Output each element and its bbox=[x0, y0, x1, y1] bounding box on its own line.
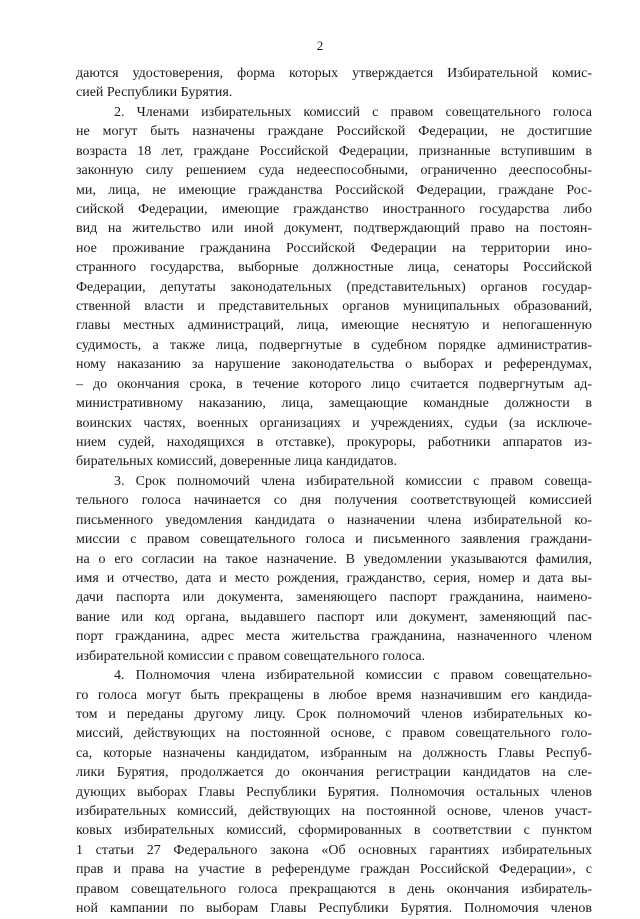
text-line: сией Республики Бурятия. bbox=[76, 85, 233, 101]
text-line: даются удостоверения, форма которых утверждается Избирательной комис- bbox=[76, 66, 592, 81]
text-line: законную силу решением суда недееспособными, ограниченно дееспособны- bbox=[76, 163, 592, 179]
text-line: ное проживание гражданина Российской Федерации на территории ино- bbox=[76, 240, 592, 256]
text-line: вание или код органа, выдавшего паспорт или документ, заменяющий пас- bbox=[76, 609, 592, 625]
text-line: го голоса могут быть прекращены в любое время назначившим его кандида- bbox=[76, 687, 592, 703]
text-line: бирательных комиссий, доверенные лица кандидатов. bbox=[76, 454, 397, 470]
text-line: Федерации, депутаты законодательных (представительных) органов государ- bbox=[76, 279, 592, 295]
text-line: избирательных комиссий, действующих на постоянной основе, членов участ- bbox=[76, 804, 592, 820]
text-line: возраста 18 лет, граждане Российской Федерации, признанные вступившим в bbox=[76, 143, 592, 159]
text-line: ной кампании по выборам Главы Республики Бурятия. Полномочия членов bbox=[76, 901, 592, 917]
text-line: ковых избирательных комиссий, сформированных в соответствии с пунктом bbox=[76, 823, 592, 839]
text-line: дачи паспорта или документа, заменяющего паспорт гражданина, наимено- bbox=[76, 590, 592, 606]
text-line: порт гражданина, адрес места жительства гражданина, назначенного членом bbox=[76, 629, 592, 645]
text-line: имя и отчество, дата и место рождения, гражданство, серия, номер и дата вы- bbox=[76, 570, 592, 586]
text-line: са, которые назначены кандидатом, избранным на должность Главы Респуб- bbox=[76, 745, 592, 761]
text-line: дующих выборах Главы Республики Бурятия. Полномочия остальных членов bbox=[76, 784, 592, 800]
text-line: не могут быть назначены граждане Российской Федерации, не достигшие bbox=[76, 124, 592, 140]
text-line: ми, лица, не имеющие гражданства Российской Федерации, граждане Рос- bbox=[76, 182, 592, 198]
text-line: судимость, а также лица, подвергнутые в судебном порядке административ- bbox=[76, 337, 592, 353]
text-line: вид на жительство или иной документ, подтверждающий право на постоян- bbox=[76, 221, 592, 237]
text-line: на о его согласии на такое назначение. В уведомлении указываются фамилия, bbox=[76, 551, 592, 567]
text-line: ному наказанию за нарушение законодательства о выборах и референдумах, bbox=[76, 357, 592, 373]
text-line: прав и права на участие в референдуме граждан Российской Федерации», с bbox=[76, 862, 592, 878]
text-line: том и переданы другому лицу. Срок полномочий членов избирательных ко- bbox=[76, 706, 592, 722]
text-line: 4. Полномочия члена избирательной комиссии с правом совещательно- bbox=[114, 668, 592, 684]
text-line: правом совещательного голоса прекращаются в день окончания избиратель- bbox=[76, 881, 592, 897]
text-line: главы местных администраций, лица, имеющие неснятую и непогашенную bbox=[76, 318, 592, 334]
text-line: лики Бурятия, продолжается до окончания регистрации кандидатов на сле- bbox=[76, 765, 592, 781]
text-line: 1 статьи 27 Федерального закона «Об основных гарантиях избирательных bbox=[76, 842, 592, 858]
text-line: ственной власти и представительных органов муниципальных образований, bbox=[76, 299, 592, 315]
text-line: миссии с правом совещательного голоса и письменного заявления граждани- bbox=[76, 532, 592, 548]
text-line: сийской Федерации, имеющие гражданство иностранного государства либо bbox=[76, 201, 592, 217]
text-line: тельного голоса начинается со дня получения соответствующей комиссией bbox=[76, 493, 592, 509]
text-line: 2. Членами избирательных комиссий с правом совещательного голоса bbox=[114, 104, 592, 120]
text-line: нием судей, находящихся в отставке), прокуроры, работники аппаратов из- bbox=[76, 435, 592, 451]
document-body bbox=[76, 64, 592, 919]
text-line: воинских частях, военных организациях и учреждениях, судьи (за исключе- bbox=[76, 415, 592, 431]
text-line: министративному наказанию, лица, замещающие командные должности в bbox=[76, 396, 592, 412]
text-line: 3. Срок полномочий члена избирательной комиссии с правом совеща- bbox=[114, 473, 592, 489]
page-number: 2 bbox=[316, 38, 324, 53]
text-line: письменного уведомления кандидата о назначении члена избирательной ко- bbox=[76, 512, 592, 528]
text-line: – до окончания срока, в течение которого лицо считается подвергнутым ад- bbox=[76, 376, 592, 392]
text-line: избирательной комиссии с правом совещательного голоса. bbox=[76, 648, 426, 664]
text-line: миссий, действующих на постоянной основе, с правом совещательного голо- bbox=[76, 726, 592, 742]
text-line: странного государства, выборные должностные лица, сенаторы Российской bbox=[76, 260, 592, 276]
